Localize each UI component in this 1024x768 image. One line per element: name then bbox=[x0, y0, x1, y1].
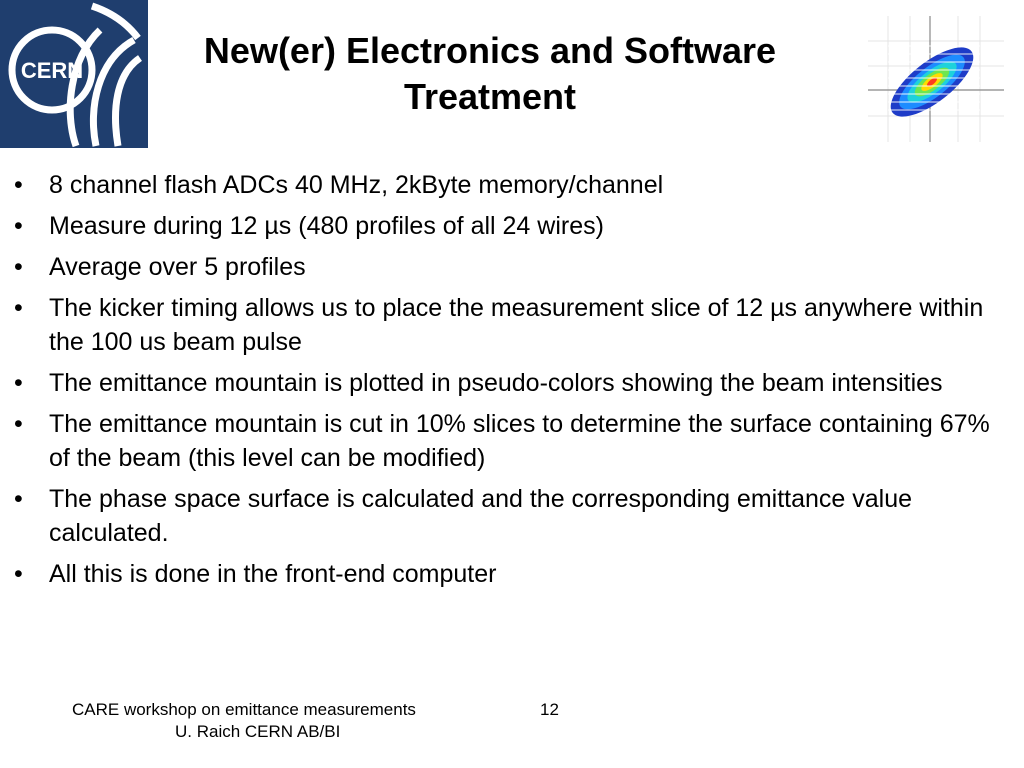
bullet-text: The emittance mountain is plotted in pseudo-colors showing the beam intensities bbox=[49, 369, 943, 397]
bullet-item bbox=[14, 366, 1004, 400]
bullet-dot: • bbox=[14, 560, 23, 588]
slide-title: New(er) Electronics and Software Treatment bbox=[203, 30, 777, 117]
logo-wordmark: CERN bbox=[20, 58, 84, 83]
footer-author: U. Raich CERN AB/BI bbox=[175, 722, 341, 741]
bullet-text: All this is done in the front-end computer bbox=[49, 560, 497, 588]
bullet-list bbox=[14, 168, 1004, 598]
bullet-dot: • bbox=[14, 212, 23, 240]
bullet-item bbox=[14, 557, 1004, 591]
bullet-dot: • bbox=[14, 253, 23, 281]
bullet-item bbox=[14, 407, 1004, 475]
bullet-dot: • bbox=[14, 369, 23, 397]
bullet-item bbox=[14, 482, 1004, 550]
emittance-plot-image bbox=[868, 16, 1004, 142]
footer-event-name: CARE workshop on emittance measurements bbox=[72, 700, 416, 719]
bullet-text: The kicker timing allows us to place the measurement slice of 12 µs anywhere within the 100 us beam pulse bbox=[49, 294, 984, 356]
bullet-text: The phase space surface is calculated and the corresponding emittance value calculated. bbox=[49, 485, 913, 547]
bullet-dot: • bbox=[14, 294, 23, 322]
bullet-text: Measure during 12 µs (480 profiles of all 24 wires) bbox=[49, 212, 604, 240]
page-number: 12 bbox=[540, 700, 559, 719]
bullet-item bbox=[14, 168, 1004, 202]
bullet-dot: • bbox=[14, 410, 23, 438]
bullet-item bbox=[14, 291, 1004, 359]
bullet-item bbox=[14, 250, 1004, 284]
cern-logo bbox=[0, 0, 148, 148]
bullet-dot: • bbox=[14, 171, 23, 199]
bullet-text: The emittance mountain is cut in 10% slices to determine the surface containing 67% of the beam (this level can be modified) bbox=[49, 410, 990, 472]
bullet-text: 8 channel flash ADCs 40 MHz, 2kByte memory/channel bbox=[49, 171, 664, 199]
bullet-dot: • bbox=[14, 485, 23, 513]
bullet-item bbox=[14, 209, 1004, 243]
bullet-text: Average over 5 profiles bbox=[49, 253, 306, 281]
